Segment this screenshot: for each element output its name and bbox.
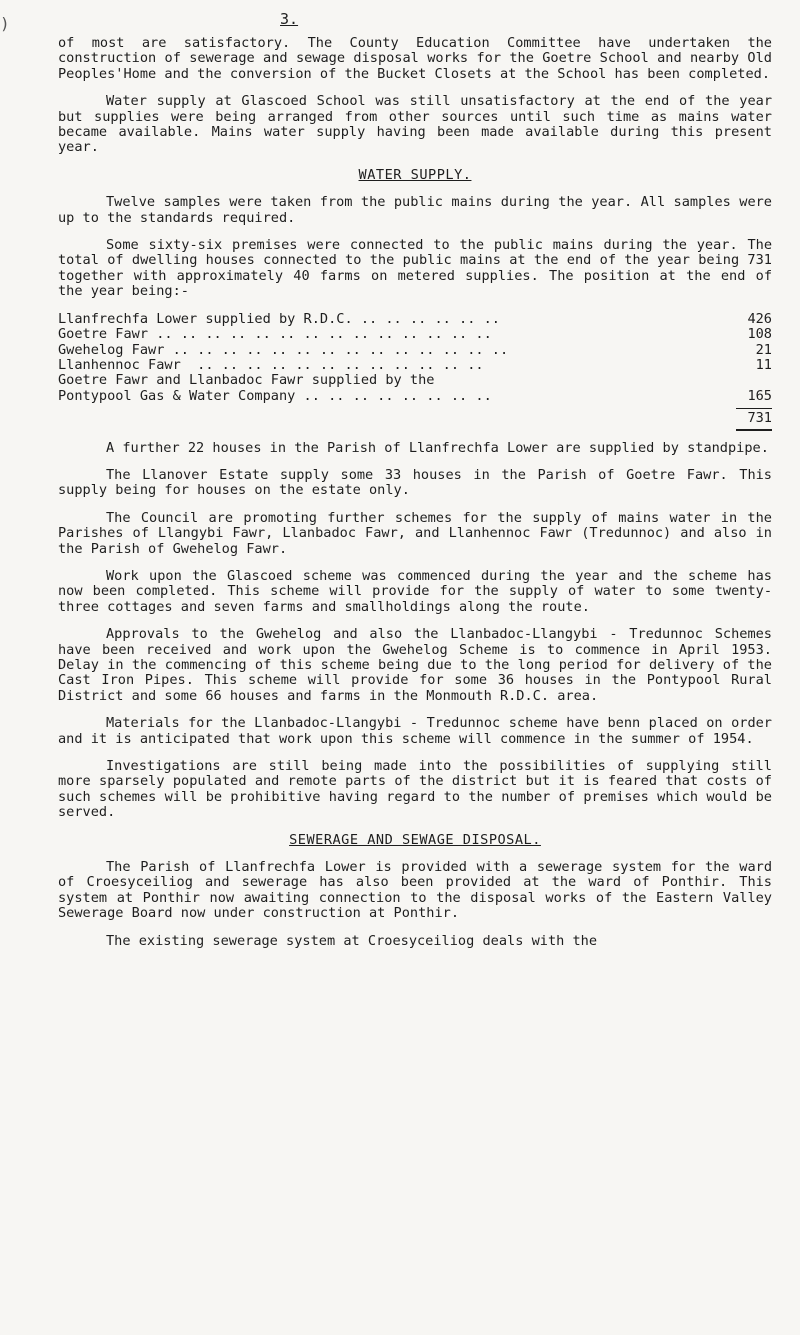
supply-table bbox=[58, 312, 772, 431]
table-row bbox=[58, 358, 772, 373]
row-value: 21 bbox=[755, 341, 772, 358]
section-heading-water-supply: WATER SUPPLY. bbox=[358, 166, 472, 183]
paragraph: Investigations are still being made into the possibilities of supplying still more sparsely populated and remote parts of the district but it is feared that costs of such schemes will be prohibitive having regard to the number of premises which would be served. bbox=[58, 758, 772, 821]
table-total: 731 bbox=[747, 410, 772, 427]
paragraph: The existing sewerage system at Croesyceiliog deals with the bbox=[106, 932, 598, 949]
paragraph: Work upon the Glascoed scheme was commenced during the year and the scheme has now been completed. This scheme will provide for the supply of water to some twenty-three cottages and seven farms and smallholdings along the route. bbox=[58, 567, 772, 615]
paragraph: A further 22 houses in the Parish of Llanfrechfa Lower are supplied by standpipe. bbox=[106, 439, 769, 456]
paragraph: The Council are promoting further schemes for the supply of mains water in the Parishes of Llangybi Fawr, Llanbadoc Fawr, and Llanhennoc Fawr (Tredunnoc) and also in the Parish of Gwehelog Fawr. bbox=[58, 509, 772, 557]
total-rule-top bbox=[736, 408, 772, 409]
row-value: 11 bbox=[755, 356, 772, 373]
paragraph: Approvals to the Gwehelog and also the Llanbadoc-Llangybi - Tredunnoc Schemes have been received and work upon the Gwehelog Scheme is to commence in April 1953. Delay in the commencing of this scheme being due to the long period for delivery of the Cast Iron Pipes. This scheme will provide for some 36 houses in the Pontypool Rural District and some 66 houses and farms in the Monmouth R.D.C. area. bbox=[58, 626, 772, 704]
table-row bbox=[58, 327, 772, 342]
row-value: 108 bbox=[747, 326, 772, 343]
paragraph: Twelve samples were taken from the public mains during the year. All samples were up to the standards required. bbox=[58, 194, 772, 226]
table-row bbox=[58, 312, 772, 327]
paragraph: Materials for the Llanbadoc-Llangybi - Tredunnoc scheme have benn placed on order and it is anticipated that work upon this scheme will commence in the summer of 1954. bbox=[58, 715, 772, 747]
section-heading-sewerage: SEWERAGE AND SEWAGE DISPOSAL. bbox=[289, 831, 541, 848]
document-body bbox=[58, 36, 772, 961]
paragraph: The Llanover Estate supply some 33 houses in the Parish of Goetre Fawr. This supply being for houses on the estate only. bbox=[58, 466, 772, 499]
row-value: 165 bbox=[747, 387, 772, 404]
row-label: Gwehelog Fawr .. .. .. .. .. .. .. .. .. .. .. .. .. .. bbox=[58, 341, 509, 358]
paragraph: Water supply at Glascoed School was still unsatisfactory at the end of the year but supplies were being arranged from other sources until such time as mains water became available. Mains water supply having been made available during this present year. bbox=[58, 93, 772, 156]
table-row bbox=[58, 343, 772, 358]
row-label: Llanfrechfa Lower supplied by R.D.C. .. .. .. .. .. .. bbox=[58, 310, 500, 327]
total-rule-bottom bbox=[736, 429, 772, 431]
row-label: Llanhennoc Fawr .. .. .. .. .. .. .. .. .. .. .. .. bbox=[58, 356, 484, 373]
row-label: Goetre Fawr .. .. .. .. .. .. .. .. .. .. .. .. .. .. bbox=[58, 326, 492, 343]
page-number: 3. bbox=[280, 10, 299, 28]
paragraph: Some sixty-six premises were connected to the public mains during the year. The total of dwelling houses connected to the public mains at the end of the year being 731 together with approximately 40 farms on metered supplies. The position at the end of the year being:- bbox=[58, 237, 772, 300]
row-value: 426 bbox=[747, 310, 772, 327]
row-label: Pontypool Gas & Water Company .. .. .. .. .. .. .. .. bbox=[58, 387, 492, 404]
table-row bbox=[58, 373, 772, 388]
paragraph: The Parish of Llanfrechfa Lower is provided with a sewerage system for the ward of Croesyceiliog and sewerage has also been provided at the ward of Ponthir. This system at Ponthir now awaiting connection to the disposal works of the Eastern Valley Sewerage Board now under construction at Ponthir. bbox=[58, 859, 772, 922]
table-row bbox=[58, 389, 772, 404]
row-value bbox=[732, 373, 772, 388]
row-label: Goetre Fawr and Llanbadoc Fawr supplied by the bbox=[58, 372, 435, 389]
corner-mark: ) bbox=[0, 14, 10, 33]
paragraph: of most are satisfactory. The County Education Committee have undertaken the construction of sewerage and sewage disposal works for the Goetre School and nearby Old Peoples'Home and the conversion of the Bucket Closets at the School has been completed. bbox=[58, 35, 772, 82]
